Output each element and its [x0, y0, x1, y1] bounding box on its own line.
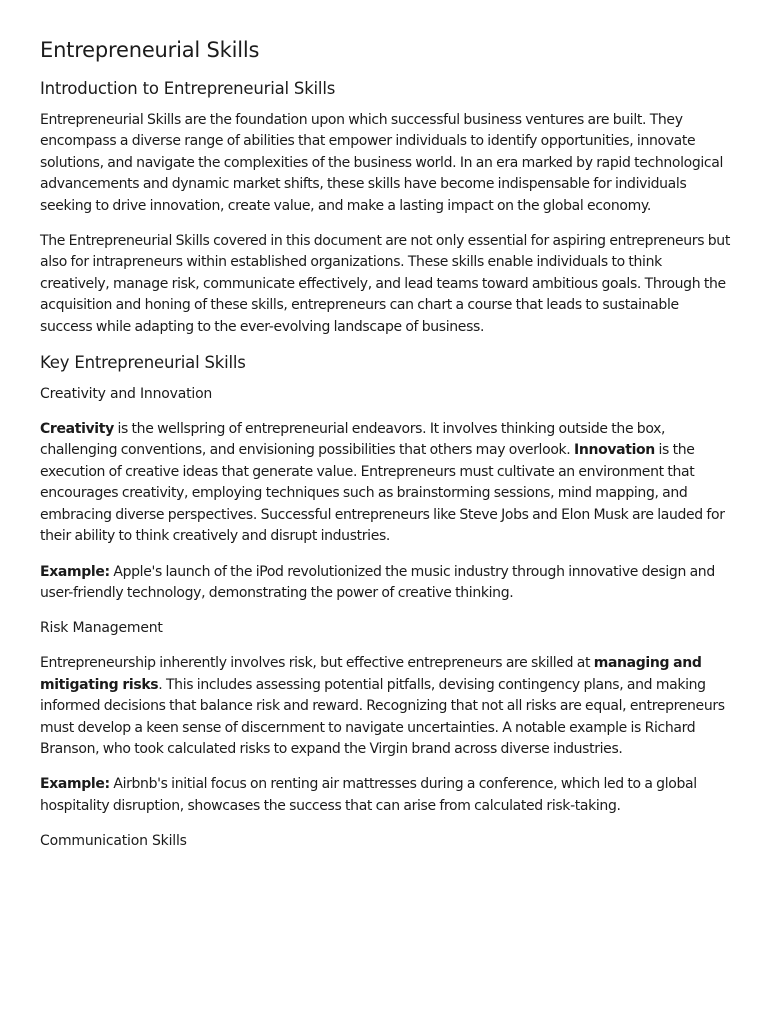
example-text: Airbnb's initial focus on renting air mattresses during a conference, which led to a global hospitality disruption, showcases the success that can arise from calculated risk-taking.	[40, 776, 697, 814]
example-label: Example:	[40, 776, 110, 793]
risk-paragraph	[40, 653, 730, 760]
creativity-text-1: is the wellspring of entrepreneurial endeavors. It involves thinking outside the box, challenging conventions, and envisioning possibilities that others may overlook.	[40, 421, 666, 459]
risk-heading: Risk Management	[40, 620, 163, 637]
page-title: Entrepreneurial Skills	[40, 38, 260, 62]
creativity-heading: Creativity and Innovation	[40, 386, 213, 403]
creativity-term: Creativity	[40, 421, 114, 438]
innovation-term: Innovation	[574, 442, 655, 459]
communication-heading: Communication Skills	[40, 833, 187, 850]
risk-term: managing and mitigating risks	[40, 655, 702, 693]
key-skills-heading: Key Entrepreneurial Skills	[40, 353, 246, 373]
creativity-text-2: is the execution of creative ideas that generate value. Entrepreneurs must cultivate an environment that encourages creativity, employing techniques such as brainstorming sessions, mind mapping, and embracing diverse perspectives. Successful entrepreneurs like Steve Jobs and Elon Musk are lauded for their ability to think creatively and disrupt industries.	[40, 442, 725, 545]
example-text: Apple's launch of the iPod revolutionized the music industry through innovative design and user-friendly technology, demonstrating the power of creative thinking.	[40, 563, 715, 601]
example-label: Example:	[40, 563, 110, 580]
risk-example	[40, 774, 730, 817]
intro-paragraph-2: The Entrepreneurial Skills covered in this document are not only essential for aspiring entrepreneurs but also for intrapreneurs within established organizations. These skills enable individuals to think creatively, manage risk, communicate effectively, and lead teams toward ambitious goals. Through the acquisition and honing of these skills, entrepreneurs can chart a course that leads to sustainable success while adapting to the ever-evolving landscape of business.	[40, 233, 730, 335]
creativity-example	[40, 562, 730, 605]
intro-heading: Introduction to Entrepreneurial Skills	[40, 79, 336, 98]
intro-paragraph-1: Entrepreneurial Skills are the foundation upon which successful business ventures are built. They encompass a diverse range of abilities that empower individuals to identify opportunities, innovate solutions, and navigate the complexities of the business world. In an era marked by rapid technological advancements and dynamic market shifts, these skills have become indispensable for individuals seeking to drive innovation, create value, and make a lasting impact on the global economy.	[40, 112, 724, 214]
risk-text-2: . This includes assessing potential pitfalls, devising contingency plans, and making informed decisions that balance risk and reward. Recognizing that not all risks are equal, entrepreneurs must develop a keen sense of discernment to navigate uncertainties. A notable example is Richard Branson, who took calculated risks to expand the Virgin brand across diverse industries.	[40, 676, 725, 757]
risk-text-1: Entrepreneurship inherently involves risk, but effective entrepreneurs are skilled at	[40, 655, 594, 672]
creativity-paragraph	[40, 419, 730, 547]
